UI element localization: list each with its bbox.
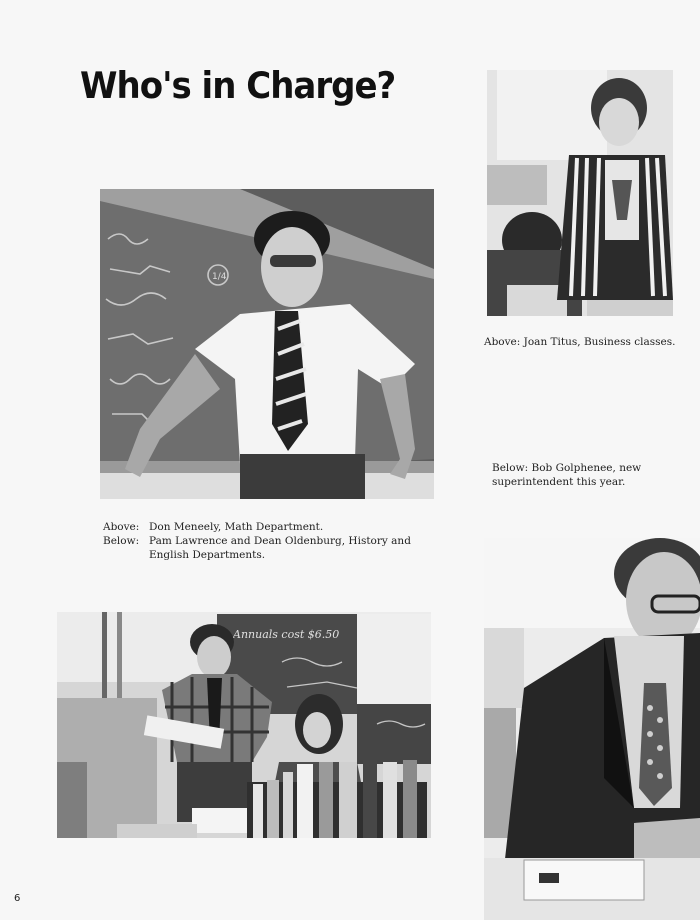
- page-title: Who's in Charge?: [80, 64, 396, 108]
- caption-bob-golphenee: Below: Bob Golphenee, new superintendent this year.: [492, 462, 642, 488]
- caption-label-above: Above:: [103, 521, 140, 533]
- page-number: 6: [14, 893, 21, 904]
- photo-joan-titus: [487, 70, 673, 316]
- caption-joan-titus: Above: Joan Titus, Business classes.: [484, 336, 676, 348]
- photo-don-meneely: [100, 189, 434, 499]
- photo-lawrence-oldenburg: [57, 612, 431, 838]
- photo-bob-golphenee: [484, 538, 700, 920]
- caption-label-below: Below:: [103, 535, 140, 547]
- chalkboard-annuals-text: Annuals cost $6.50: [233, 628, 340, 641]
- caption-meneely-lawrence: [103, 520, 448, 562]
- caption-lawrence-oldenburg: Pam Lawrence and Dean Oldenburg, History and English Departments.: [149, 535, 411, 561]
- caption-meneely: Don Meneely, Math Department.: [149, 521, 324, 533]
- chalkboard-writing: 1/4: [212, 272, 227, 282]
